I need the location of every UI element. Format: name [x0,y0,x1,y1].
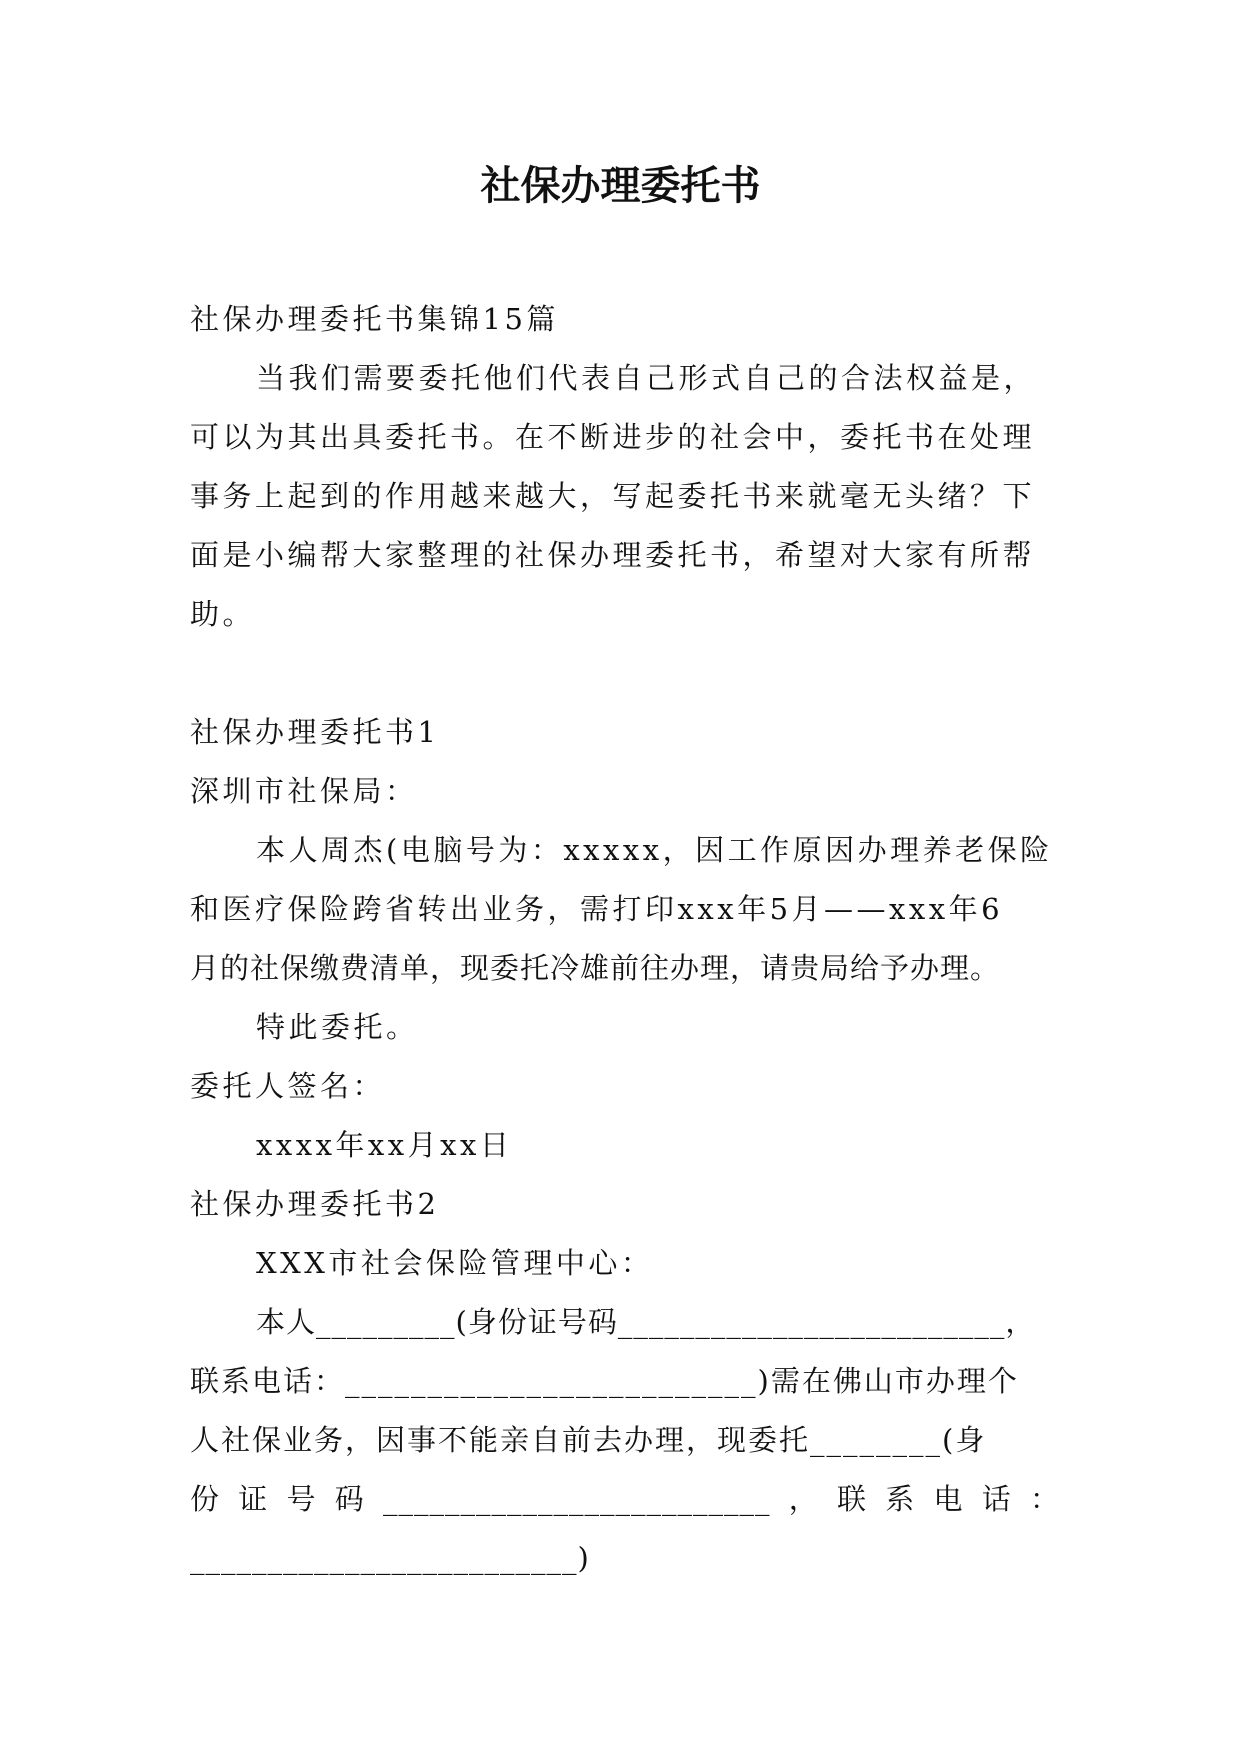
intro-line: 面是小编帮大家整理的社保办理委托书，希望对大家有所帮 [190,538,1036,572]
letter1-addressee: 深圳市社保局： [190,774,418,808]
document-title: 社保办理委托书 [480,162,761,209]
letter2-body-line: 份证号码_________________________，联系电话： [190,1482,1060,1516]
letter2-body-line: 联系电话：_________________________)需在佛山市办理个 [190,1364,1019,1398]
letter2-heading: 社保办理委托书2 [190,1187,440,1221]
document-body [190,290,1060,1588]
intro-line: 事务上起到的作用越来越大，写起委托书来就毫无头绪？下 [190,479,1036,513]
subtitle: 社保办理委托书集锦15篇 [190,302,559,336]
letter1-heading: 社保办理委托书1 [190,715,440,749]
letter2-addressee: XXX市社会保险管理中心： [256,1246,654,1280]
letter1-body-line: 月的社保缴费清单，现委托冷雄前往办理，请贵局给予办理。 [190,951,1001,985]
letter2-body-line: 本人_________(身份证号码_________________________， [256,1305,1036,1339]
letter1-body-line: 本人周杰(电脑号为：xxxxx，因工作原因办理养老保险 [256,833,1053,867]
intro-line: 可以为其出具委托书。在不断进步的社会中，委托书在处理 [190,420,1036,454]
intro-line: 助。 [190,597,256,631]
letter2-body-line: 人社保业务，因事不能亲自前去办理，现委托________(身 [190,1423,987,1457]
letter1-date: xxxx年xx月xx日 [256,1128,513,1162]
paragraph-gap [190,644,1060,703]
letter2-body-line: _________________________) [190,1541,590,1575]
letter1-signature: 委托人签名： [190,1069,386,1103]
letter1-body-line: 和医疗保险跨省转出业务，需打印xxx年5月——xxx年6 [190,892,1004,926]
intro-line: 当我们需要委托他们代表自己形式自己的合法权益是， [256,361,1037,395]
letter1-closing: 特此委托。 [256,1010,419,1044]
